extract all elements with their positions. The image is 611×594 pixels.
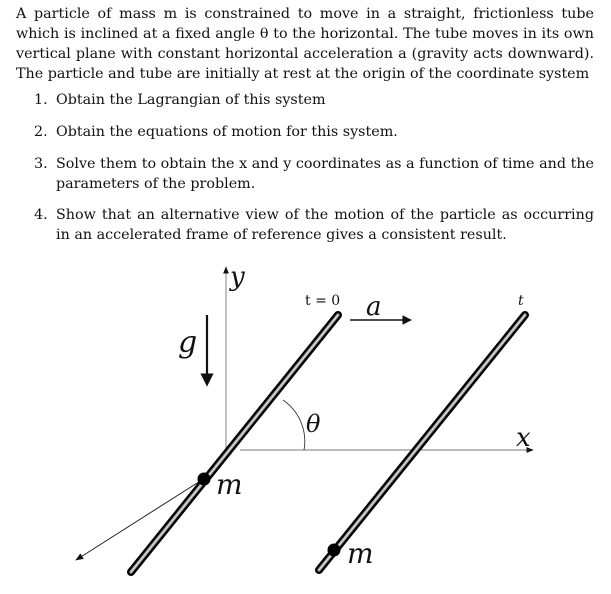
problem-intro: A particle of mass m is constrained to move in a straight, frictionless tube which is inclined at a fixed angle θ to the horizontal. The tube moves in its own vertical plane with constant horizontal acceleration a (gravity acts downward). The particle and tube are initially at rest at the origin of the coordinate system: [16, 6, 594, 82]
particle-later: [328, 544, 341, 557]
angle-arc: [283, 400, 305, 450]
question-number: 4.: [34, 207, 48, 223]
question-number: 3.: [34, 156, 48, 172]
question-text: Solve them to obtain the x and y coordinates as a function of time and the parameters of the problem.: [56, 156, 594, 192]
question-text: Obtain the Lagrangian of this system: [56, 92, 326, 108]
y-axis-label: y: [230, 262, 245, 292]
tube-diagram: [0, 255, 611, 594]
question-item: [34, 154, 594, 194]
question-text: Show that an alternative view of the motion of the particle as occurring in an accelerated frame of reference gives a consistent result.: [56, 207, 594, 243]
mass-label-initial: m: [216, 468, 243, 501]
question-item: [34, 122, 594, 142]
acceleration-label: a: [366, 292, 382, 322]
t0-label: t = 0: [305, 293, 341, 309]
question-list: [34, 90, 594, 245]
mass-label-later: m: [347, 537, 374, 570]
question-text: Obtain the equations of motion for this system.: [56, 124, 398, 140]
question-number: 2.: [34, 124, 48, 140]
t-label: t: [518, 293, 524, 309]
trajectory-arrow: [76, 478, 205, 560]
question-item: [34, 90, 594, 110]
x-axis-label: x: [516, 423, 531, 453]
question-number: 1.: [34, 92, 48, 108]
tube-later: [319, 315, 525, 570]
angle-label: θ: [306, 410, 321, 438]
question-item: [34, 205, 594, 245]
gravity-label: g: [178, 325, 198, 360]
particle-initial: [198, 473, 211, 486]
tube-initial: [131, 315, 338, 572]
